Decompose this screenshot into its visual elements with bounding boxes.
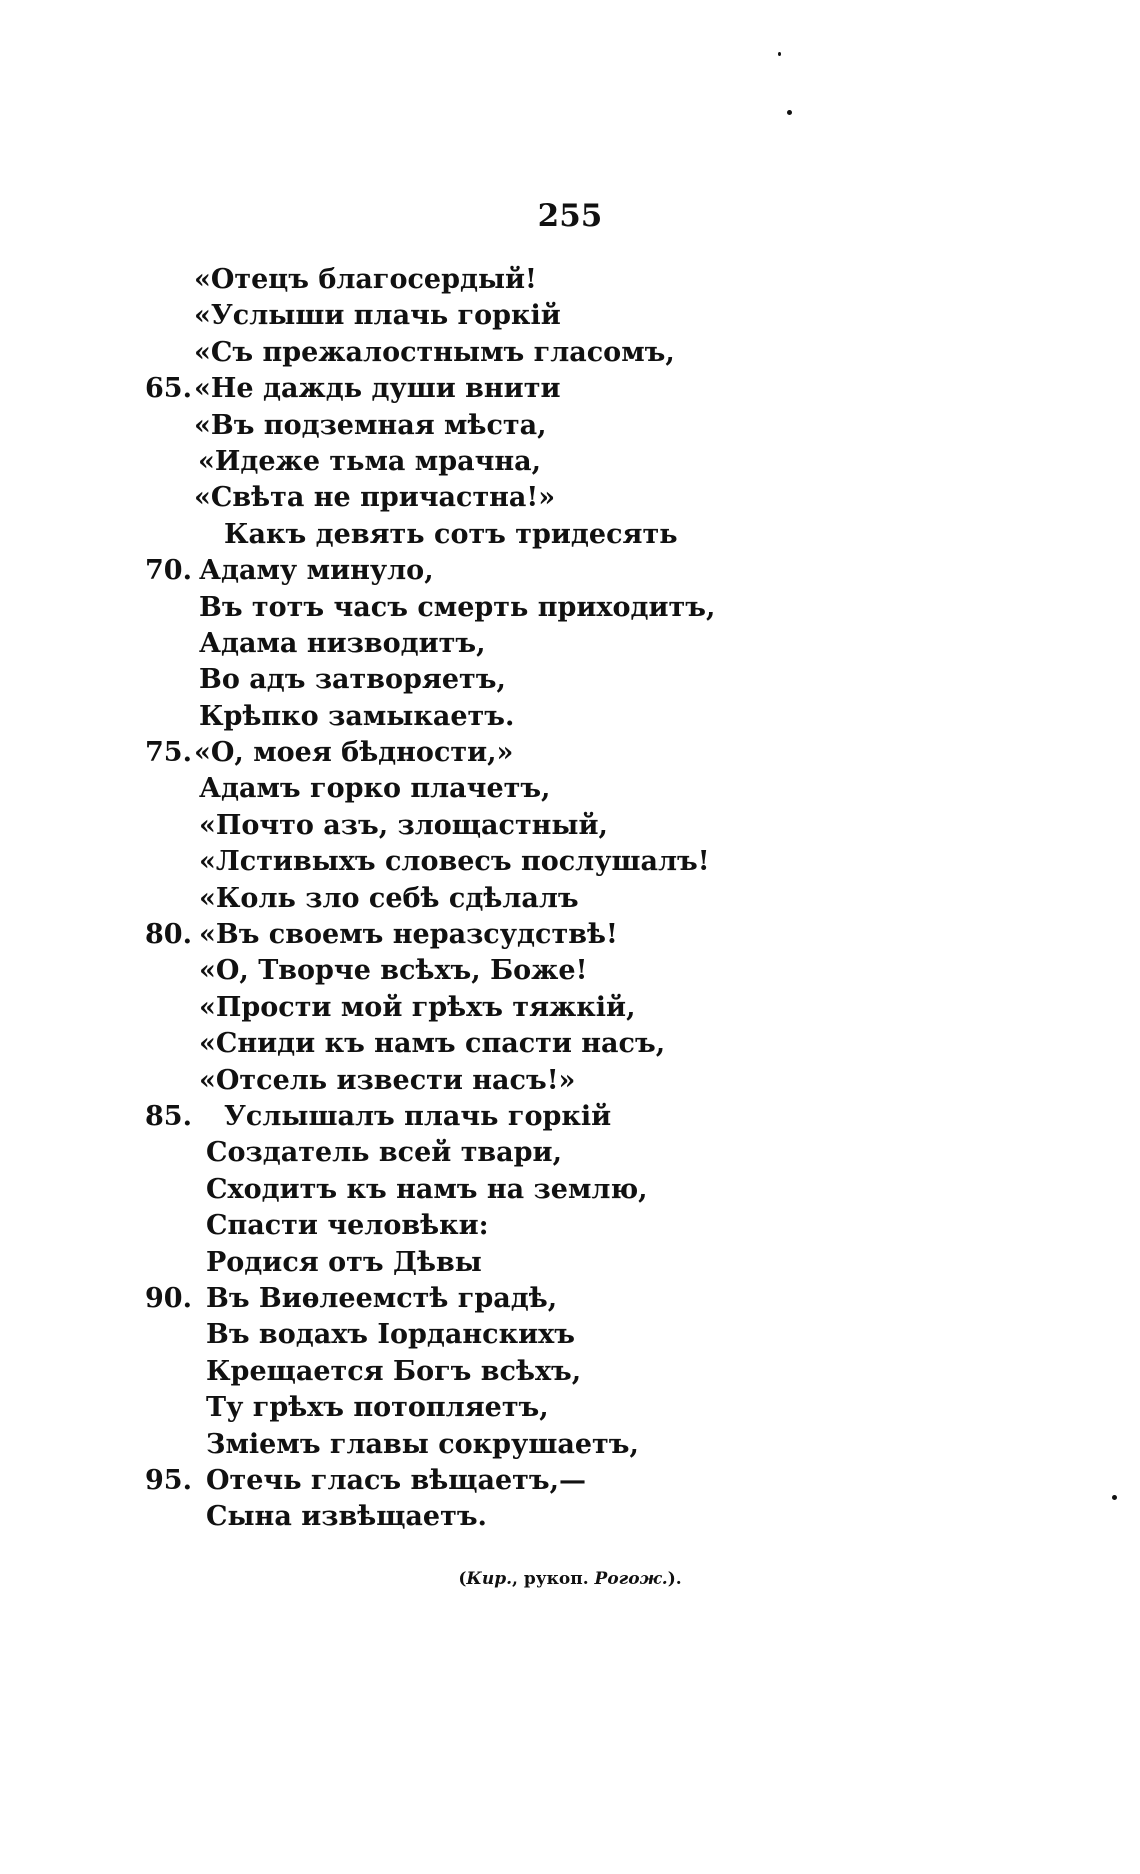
poem-line [138,1099,938,1135]
ink-speck [1112,1495,1117,1500]
source-author: Кир. [466,1569,513,1589]
line-text: «О, моея бѣдности,» [194,737,514,769]
poem-text [138,262,938,1536]
poem-line [138,1026,938,1062]
ink-speck [787,110,792,115]
line-number: 85. [145,1100,192,1132]
poem-line [138,1245,938,1281]
poem-line [138,808,938,844]
line-text: Въ водахъ Іорданскихъ [206,1319,575,1351]
source-citation [0,1569,1140,1589]
line-text: Во адъ затворяетъ, [199,664,506,696]
poem-line [138,335,938,371]
line-text: Адама низводитъ, [199,627,486,659]
poem-line [138,1135,938,1171]
poem-line [138,699,938,735]
poem-line [138,1172,938,1208]
line-text: «Почто азъ, злощастный, [199,809,608,841]
line-text: Создатель всей твари, [206,1137,562,1169]
source-close: ). [667,1569,682,1589]
line-text: Крѣпко замыкаетъ. [199,700,515,732]
ink-speck [778,52,781,56]
source-open: ( [458,1569,467,1589]
poem-line [138,1499,938,1535]
poem-line [138,844,938,880]
poem-line [138,1208,938,1244]
line-text: «Лстивыхъ словесъ послушалъ! [199,846,710,878]
line-text: Услышалъ плачь горкій [224,1100,612,1132]
poem-line [138,953,938,989]
line-number: 65. [145,373,192,405]
poem-line [138,444,938,480]
poem-line [138,371,938,407]
line-text: «Прости мой грѣхъ тяжкій, [199,991,636,1023]
line-text: «Не даждь души внити [194,373,561,405]
line-text: «О, Творче всѣхъ, Боже! [199,955,588,987]
line-text: Въ Виѳлеемстѣ градѣ, [206,1282,558,1314]
line-text: «Въ подземная мѣста, [194,409,547,441]
poem-line [138,408,938,444]
poem-line [138,1281,938,1317]
line-text: Въ тотъ часъ смерть приходитъ, [199,591,716,623]
line-text: «Съ прежалостнымъ гласомъ, [194,336,675,368]
line-number: 75. [145,737,192,769]
poem-line [138,1317,938,1353]
line-number: 90. [145,1282,192,1314]
line-text: Какъ девять сотъ тридесять [224,518,678,550]
line-text: «Сниди къ намъ спасти насъ, [199,1028,666,1060]
line-text: «Отсель извести насъ!» [199,1064,576,1096]
line-text: «Въ своемъ неразсудствѣ! [199,919,618,951]
line-number: 70. [145,555,192,587]
poem-line [138,990,938,1026]
poem-line [138,735,938,771]
line-text: Крещается Богъ всѣхъ, [206,1355,582,1387]
line-number: 95. [145,1464,192,1496]
poem-line [138,590,938,626]
poem-line [138,1427,938,1463]
poem-line [138,480,938,516]
line-text: Зміемъ главы сокрушаетъ, [206,1428,639,1460]
line-text: Спасти человѣки: [206,1210,489,1242]
line-text: Адамъ горко плачетъ, [199,773,551,805]
line-text: «Коль зло себѣ сдѣлалъ [199,882,579,914]
poem-line [138,917,938,953]
line-text: «Идеже тьма мрачна, [198,445,542,477]
poem-line [138,262,938,298]
line-text: Адаму минуло, [199,555,434,587]
poem-line [138,1463,938,1499]
poem-line [138,771,938,807]
source-middle: , рукоп. [512,1569,595,1589]
poem-line [138,1063,938,1099]
source-collection: Рогож. [594,1569,668,1589]
line-text: «Свѣта не причастна!» [194,482,556,514]
poem-line [138,553,938,589]
line-text: Ту грѣхъ потопляетъ, [206,1392,549,1424]
poem-line [138,1354,938,1390]
poem-line [138,298,938,334]
line-text: Сына извѣщаетъ. [206,1501,487,1533]
poem-line [138,1390,938,1426]
line-text: «Отецъ благосердый! [194,264,537,295]
line-text: Сходитъ къ намъ на землю, [206,1173,648,1205]
line-text: Отечь гласъ вѣщаетъ,— [206,1464,587,1496]
poem-line [138,517,938,553]
poem-line [138,881,938,917]
line-number: 80. [145,919,192,951]
poem-line [138,626,938,662]
line-text: «Услыши плачь горкій [194,300,561,332]
page-number: 255 [537,198,603,234]
poem-line [138,662,938,698]
line-text: Родися отъ Дѣвы [206,1246,482,1278]
